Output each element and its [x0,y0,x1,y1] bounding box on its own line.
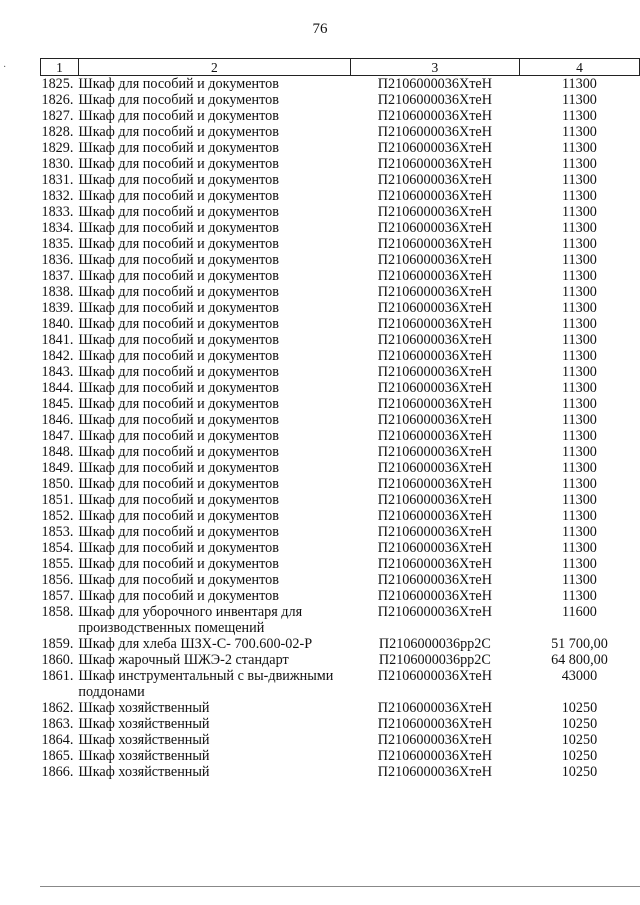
item-price: 11300 [561,204,597,220]
item-price: 51 700,00 [551,636,608,652]
row-number: 1843. [41,364,74,380]
item-name: Шкаф для пособий и документов [78,540,279,556]
item-price: 11300 [561,348,597,364]
row-number: 1859. [41,636,74,652]
row-number: 1831. [41,172,74,188]
item-price: 11300 [561,364,597,380]
table-row [41,412,640,428]
item-name: Шкаф для пособий и документов [78,492,279,508]
item-name: Шкаф для пособий и документов [78,556,279,572]
item-code: П2106000036ХтеН [377,140,492,156]
row-number: 1833. [41,204,74,220]
page-number: 76 [312,21,328,37]
margin-mark: · [3,62,7,73]
item-name: Шкаф для пособий и документов [78,444,279,460]
item-name: Шкаф для пособий и документов [78,364,279,380]
row-number: 1850. [41,476,74,492]
item-code: П2106000036ХтеН [377,556,492,572]
item-price: 11600 [561,604,597,620]
table-row [41,508,640,524]
row-number: 1827. [41,108,74,124]
item-price: 10250 [561,716,598,732]
item-code: П2106000036ХтеН [377,748,492,764]
item-code: П2106000036ХтеН [377,316,492,332]
table-row [41,204,640,220]
table-row [41,332,640,348]
table-row [41,380,640,396]
row-number: 1845. [41,396,74,412]
row-number: 1857. [41,588,74,604]
row-number: 1828. [41,124,74,140]
item-name: Шкаф для пособий и документов [78,108,279,124]
item-code: П2106000036ХтеН [377,732,492,748]
table-row [41,92,640,108]
row-number: 1856. [41,572,74,588]
column-header-4: 4 [519,59,639,76]
item-code: П2106000036ХтеН [377,428,492,444]
row-number: 1846. [41,412,74,428]
item-code: П2106000036ХтеН [377,156,492,172]
item-code: П2106000036ХтеН [377,476,492,492]
item-name: Шкаф для пособий и документов [78,428,279,444]
item-code: П2106000036ХтеН [377,764,492,780]
table-row [41,556,640,572]
item-code: П2106000036ХтеН [377,444,492,460]
table-row [41,572,640,588]
row-number: 1825. [41,76,74,92]
row-number: 1861. [41,668,74,684]
table-row [41,348,640,364]
item-code: П2106000036ХтеН [377,220,492,236]
row-number: 1862. [41,700,74,716]
item-name: Шкаф для пособий и документов [78,172,279,188]
item-name: Шкаф хозяйственный [78,748,210,764]
table-row [41,300,640,316]
row-number: 1849. [41,460,74,476]
item-price: 11300 [561,396,597,412]
item-price: 11300 [561,188,597,204]
item-name: Шкаф для пособий и документов [78,316,279,332]
table-row [41,364,640,380]
row-number: 1866. [41,764,74,780]
table-row [41,652,640,668]
item-code: П2106000036ХтеН [377,588,492,604]
item-price: 10250 [561,764,598,780]
table-row [41,140,640,156]
item-price: 11300 [561,92,597,108]
item-name: Шкаф для пособий и документов [78,156,279,172]
row-number: 1834. [41,220,74,236]
item-name: Шкаф для пособий и документов [78,300,279,316]
table-row [41,476,640,492]
item-price: 11300 [561,316,597,332]
table-row [41,396,640,412]
item-code: П2106000036ХтеН [377,92,492,108]
column-header-2: 2 [78,59,350,76]
price-table [40,58,640,780]
table-row [41,268,640,284]
item-code: П2106000036ХтеН [377,716,492,732]
item-name: Шкаф для пособий и документов [78,588,279,604]
item-price: 11300 [561,524,597,540]
table-row [41,252,640,268]
item-price: 11300 [561,412,597,428]
item-name: Шкаф для пособий и документов [78,92,279,108]
item-price: 11300 [561,380,597,396]
item-price: 11300 [561,476,597,492]
item-code: П2106000036ХтеН [377,236,492,252]
row-number: 1841. [41,332,74,348]
table-row [41,156,640,172]
table-row [41,540,640,556]
item-name: Шкаф для пособий и документов [78,252,279,268]
item-price: 11300 [561,284,597,300]
table-row [41,76,640,93]
table-row [41,428,640,444]
row-number: 1858. [41,604,74,620]
item-code: П2106000036ХтеН [377,364,492,380]
table-row [41,524,640,540]
item-name: Шкаф для уборочного инвентаря для производственных помещений [78,604,303,636]
table-row [41,604,640,636]
item-code: П2106000036рр2С [378,652,491,668]
item-price: 11300 [561,220,597,236]
item-code: П2106000036ХтеН [377,380,492,396]
row-number: 1839. [41,300,74,316]
item-code: П2106000036ХтеН [377,668,492,684]
item-price: 11300 [561,252,597,268]
item-name: Шкаф для пособий и документов [78,268,279,284]
row-number: 1855. [41,556,74,572]
item-name: Шкаф для пособий и документов [78,140,279,156]
item-price: 10250 [561,748,598,764]
row-number: 1829. [41,140,74,156]
item-name: Шкаф для пособий и документов [78,236,279,252]
table-row [41,236,640,252]
item-code: П2106000036ХтеН [377,76,492,92]
item-name: Шкаф для пособий и документов [78,412,279,428]
row-number: 1864. [41,732,74,748]
item-name: Шкаф для пособий и документов [78,220,279,236]
item-name: Шкаф хозяйственный [78,716,210,732]
item-price: 43000 [561,668,598,684]
table-header-row [41,59,640,76]
item-name: Шкаф для пособий и документов [78,380,279,396]
table-row [41,636,640,652]
row-number: 1835. [41,236,74,252]
item-code: П2106000036ХтеН [377,572,492,588]
row-number: 1840. [41,316,74,332]
table-row [41,492,640,508]
item-code: П2106000036ХтеН [377,460,492,476]
item-price: 11300 [561,140,597,156]
row-number: 1842. [41,348,74,364]
table-row [41,444,640,460]
item-name: Шкаф хозяйственный [78,764,210,780]
item-name: Шкаф для пособий и документов [78,284,279,300]
item-code: П2106000036ХтеН [377,108,492,124]
bottom-rule [40,886,640,887]
item-code: П2106000036ХтеН [377,124,492,140]
item-price: 11300 [561,540,597,556]
item-name: Шкаф для пособий и документов [78,508,279,524]
table-row [41,588,640,604]
table-row [41,716,640,732]
item-code: П2106000036ХтеН [377,412,492,428]
item-price: 11300 [561,428,597,444]
row-number: 1830. [41,156,74,172]
item-name: Шкаф для хлеба ШЗХ-С- 700.600-02-Р [78,636,313,652]
item-name: Шкаф для пособий и документов [78,204,279,220]
item-name: Шкаф жарочный ШЖЭ-2 стандарт [78,652,289,668]
item-code: П2106000036ХтеН [377,268,492,284]
table-row [41,316,640,332]
item-code: П2106000036ХтеН [377,300,492,316]
row-number: 1832. [41,188,74,204]
table-row [41,220,640,236]
item-name: Шкаф для пособий и документов [78,396,279,412]
table-row [41,668,640,700]
item-price: 11300 [561,572,597,588]
item-price: 11300 [561,108,597,124]
row-number: 1836. [41,252,74,268]
item-price: 11300 [561,236,597,252]
item-code: П2106000036ХтеН [377,252,492,268]
item-name: Шкаф для пособий и документов [78,460,279,476]
item-name: Шкаф для пособий и документов [78,572,279,588]
item-price: 10250 [561,732,598,748]
row-number: 1826. [41,92,74,108]
item-price: 10250 [561,700,598,716]
table-row [41,172,640,188]
item-code: П2106000036ХтеН [377,172,492,188]
row-number: 1852. [41,508,74,524]
item-code: П2106000036ХтеН [377,284,492,300]
item-name: Шкаф для пособий и документов [78,76,279,92]
item-name: Шкаф хозяйственный [78,732,210,748]
table-row [41,124,640,140]
item-price: 11300 [561,492,597,508]
table-row [41,732,640,748]
item-code: П2106000036ХтеН [377,700,492,716]
table-row [41,460,640,476]
row-number: 1853. [41,524,74,540]
item-price: 11300 [561,156,597,172]
item-name: Шкаф для пособий и документов [78,332,279,348]
item-price: 11300 [561,508,597,524]
table-row [41,700,640,716]
item-name: Шкаф для пособий и документов [78,124,279,140]
item-code: П2106000036ХтеН [377,396,492,412]
table-row [41,764,640,780]
item-price: 11300 [561,332,597,348]
item-code: П2106000036ХтеН [377,508,492,524]
item-price: 11300 [561,268,597,284]
column-header-1: 1 [41,59,79,76]
item-code: П2106000036ХтеН [377,524,492,540]
table-row [41,108,640,124]
item-code: П2106000036ХтеН [377,188,492,204]
item-price: 11300 [561,444,597,460]
table-row [41,748,640,764]
item-code: П2106000036рр2С [378,636,491,652]
row-number: 1854. [41,540,74,556]
item-price: 11300 [561,300,597,316]
column-header-3: 3 [350,59,519,76]
item-name: Шкаф хозяйственный [78,700,210,716]
item-price: 11300 [561,76,597,92]
item-code: П2106000036ХтеН [377,604,492,620]
item-price: 11300 [561,460,597,476]
row-number: 1848. [41,444,74,460]
row-number: 1863. [41,716,74,732]
item-price: 11300 [561,124,597,140]
item-code: П2106000036ХтеН [377,540,492,556]
item-code: П2106000036ХтеН [377,348,492,364]
item-name: Шкаф инструментальный с вы-движными поддонами [78,668,334,700]
item-code: П2106000036ХтеН [377,332,492,348]
row-number: 1844. [41,380,74,396]
item-code: П2106000036ХтеН [377,492,492,508]
row-number: 1851. [41,492,74,508]
item-name: Шкаф для пособий и документов [78,188,279,204]
row-number: 1847. [41,428,74,444]
item-price: 64 800,00 [551,652,608,668]
item-price: 11300 [561,556,597,572]
item-code: П2106000036ХтеН [377,204,492,220]
table-row [41,284,640,300]
item-price: 11300 [561,172,597,188]
table-row [41,188,640,204]
item-name: Шкаф для пособий и документов [78,524,279,540]
row-number: 1865. [41,748,74,764]
item-price: 11300 [561,588,597,604]
row-number: 1838. [41,284,74,300]
item-name: Шкаф для пособий и документов [78,476,279,492]
row-number: 1837. [41,268,74,284]
item-name: Шкаф для пособий и документов [78,348,279,364]
row-number: 1860. [41,652,74,668]
